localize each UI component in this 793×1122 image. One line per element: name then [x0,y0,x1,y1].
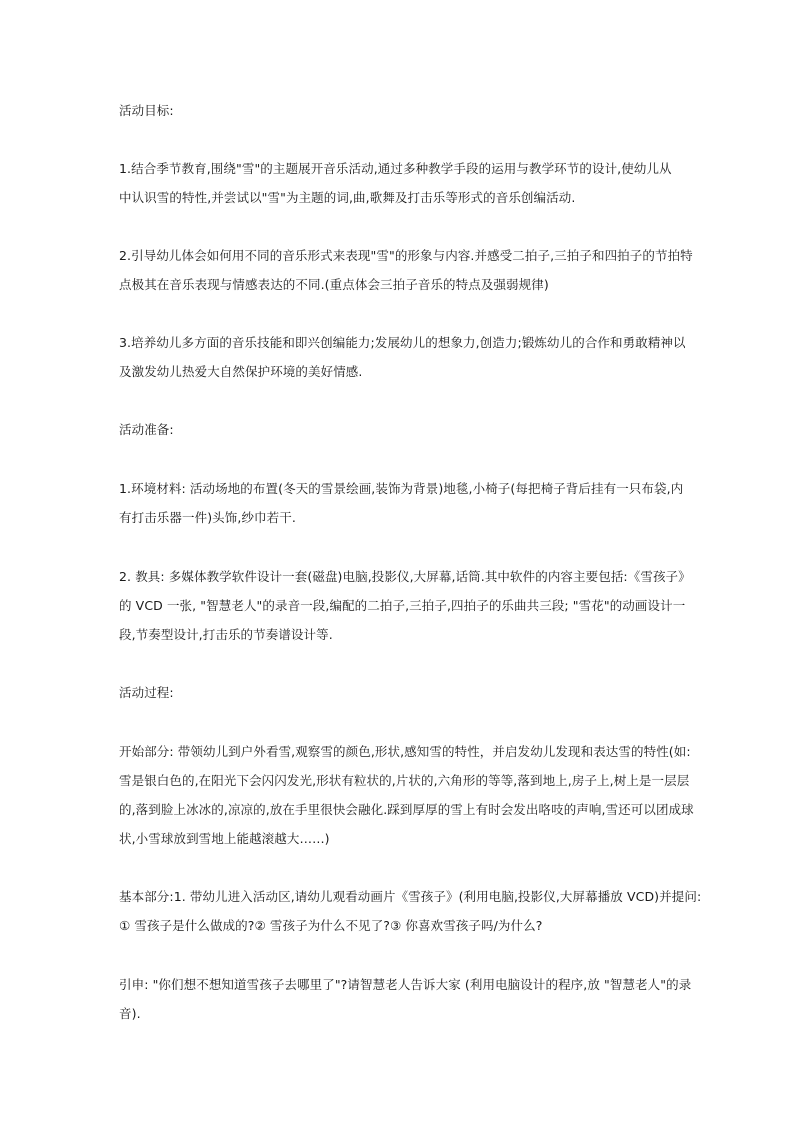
heading-activity-preparation: 活动准备: [119,422,174,437]
goal-3-line-2: 及激发幼儿热爱大自然保护环境的美好情感. [119,364,363,379]
goal-1-line-1: 1.结合季节教育,围绕"雪"的主题展开音乐活动,通过多种教学手段的运用与教学环节的设计,使幼儿从 [119,161,672,176]
prep-2-line-2: 的 VCD 一张, "智慧老人"的录音一段,编配的二拍子,三拍子,四拍子的乐曲共三段; "雪花"的动画设计一 [119,598,686,613]
process-start-line-3: 的,落到脸上冰冰的,凉凉的,放在手里很快会融化.踩到厚厚的雪上有时会发出咯吱的声响,雪还可以团成球 [119,802,694,817]
prep-2-line-1: 2. 教具: 多媒体教学软件设计一套(磁盘)电脑,投影仪,大屏幕,话筒.其中软件的内容主要包括:《雪孩子》 [119,569,691,584]
extension-line-1: 引申: "你们想不想知道雪孩子去哪里了"?请智慧老人告诉大家 (利用电脑设计的程序,放 "智慧老人"的录 [119,977,692,992]
prep-1-line-1: 1.环境材料: 活动场地的布置(冬天的雪景绘画,装饰为背景)地毯,小椅子(每把椅子背后挂有一只布袋,内 [119,481,684,496]
process-basic-line-1: 基本部分:1. 带幼儿进入活动区,请幼儿观看动画片《雪孩子》(利用电脑,投影仪,大屏幕播放 VCD)并提问: [119,889,702,904]
extension-line-2: 音). [119,1006,141,1021]
heading-activity-goals: 活动目标: [119,103,174,118]
prep-2-line-3: 段,节奏型设计,打击乐的节奏谱设计等. [119,627,333,642]
goal-2-line-2: 点极其在音乐表现与情感表达的不同.(重点体会三拍子音乐的特点及强弱规律) [119,277,549,292]
process-start-line-4: 状,小雪球放到雪地上能越滚越大……) [119,831,330,846]
process-basic-line-2: ① 雪孩子是什么做成的?② 雪孩子为什么不见了?③ 你喜欢雪孩子吗/为什么? [119,918,543,933]
goal-2-line-1: 2.引导幼儿体会如何用不同的音乐形式来表现"雪"的形象与内容.并感受二拍子,三拍子和四拍子的节拍特 [119,248,693,263]
process-start-line-1: 开始部分: 带领幼儿到户外看雪,观察雪的颜色,形状,感知雪的特性，并启发幼儿发现和表达雪的特性(如: [119,744,691,759]
heading-activity-process: 活动过程: [119,685,174,700]
goal-1-line-2: 中认识雪的特性,并尝试以"雪"为主题的词,曲,歌舞及打击乐等形式的音乐创编活动. [119,190,576,205]
prep-1-line-2: 有打击乐器一件)头饰,纱巾若干. [119,510,296,525]
process-start-line-2: 雪是银白色的,在阳光下会闪闪发光,形状有粒状的,片状的,六角形的等等,落到地上,房子上,树上是一层层 [119,773,690,788]
goal-3-line-1: 3.培养幼儿多方面的音乐技能和即兴创编能力;发展幼儿的想象力,创造力;锻炼幼儿的合作和勇敢精神以 [119,335,686,350]
